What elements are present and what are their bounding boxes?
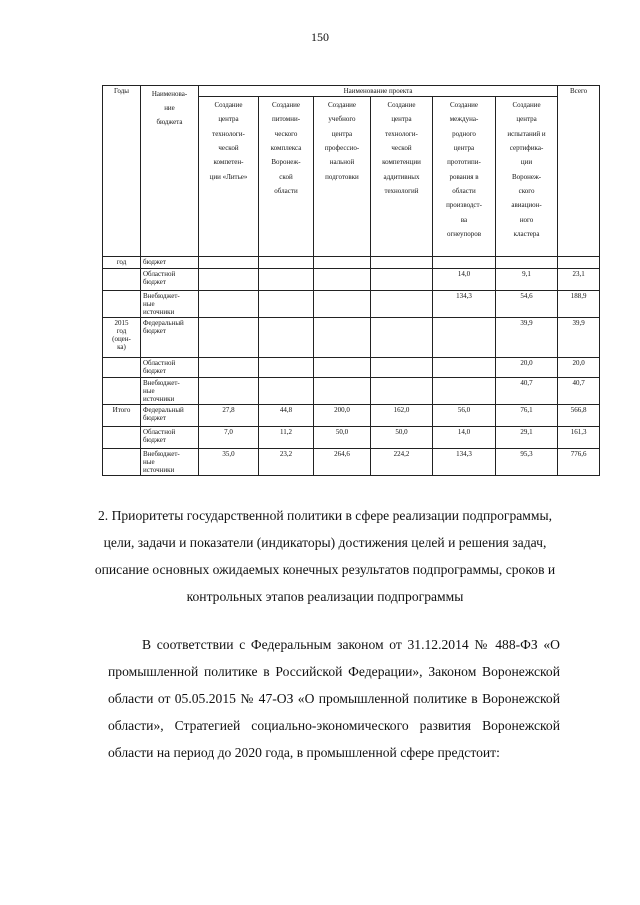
cell-total: 188,9 bbox=[558, 291, 600, 318]
cell-value bbox=[259, 257, 314, 269]
cell-value bbox=[496, 257, 558, 269]
cell-total: 20,0 bbox=[558, 358, 600, 378]
cell-value bbox=[314, 269, 371, 291]
cell-value: 162,0 bbox=[371, 405, 433, 427]
cell-value: 39,9 bbox=[496, 318, 558, 358]
cell-total: 23,1 bbox=[558, 269, 600, 291]
cell-value: 7,0 bbox=[199, 427, 259, 449]
cell-value bbox=[199, 358, 259, 378]
table-row bbox=[103, 427, 600, 449]
cell-total: 776,6 bbox=[558, 449, 600, 476]
cell-value bbox=[371, 257, 433, 269]
table-row bbox=[103, 405, 600, 427]
cell-budget: Областной бюджет bbox=[141, 269, 199, 291]
cell-year: Итого bbox=[103, 405, 141, 427]
header-project-6: Создание центра испытаний и сертифика- ции Воронеж- ского авиацион- ного кластера bbox=[496, 97, 558, 257]
cell-value bbox=[199, 269, 259, 291]
cell-year: год bbox=[103, 257, 141, 269]
cell-value bbox=[259, 269, 314, 291]
cell-value bbox=[371, 269, 433, 291]
cell-value bbox=[259, 358, 314, 378]
cell-value: 134,3 bbox=[433, 291, 496, 318]
cell-total bbox=[558, 257, 600, 269]
cell-year bbox=[103, 449, 141, 476]
cell-value: 200,0 bbox=[314, 405, 371, 427]
cell-year bbox=[103, 269, 141, 291]
cell-value: 50,0 bbox=[371, 427, 433, 449]
cell-budget: Федеральный бюджет bbox=[141, 318, 199, 358]
cell-value: 134,3 bbox=[433, 449, 496, 476]
header-project-4: Создание центра технологи- ческой компетенции аддитивных технологий bbox=[371, 97, 433, 257]
cell-budget: Внебюджет- ные источники bbox=[141, 449, 199, 476]
cell-value: 44,8 bbox=[259, 405, 314, 427]
table-row bbox=[103, 449, 600, 476]
header-project-2: Создание питомни- ческого комплекса Воронеж- ской области bbox=[259, 97, 314, 257]
budget-table bbox=[102, 85, 600, 476]
cell-total: 566,8 bbox=[558, 405, 600, 427]
cell-value bbox=[199, 378, 259, 405]
table-header-row bbox=[103, 86, 600, 97]
cell-budget: Федеральный бюджет bbox=[141, 405, 199, 427]
cell-value: 14,0 bbox=[433, 269, 496, 291]
cell-budget: Областной бюджет bbox=[141, 358, 199, 378]
cell-value: 14,0 bbox=[433, 427, 496, 449]
cell-value bbox=[314, 378, 371, 405]
cell-value: 224,2 bbox=[371, 449, 433, 476]
cell-value bbox=[371, 358, 433, 378]
header-budget: Наименова- ние бюджета bbox=[141, 86, 199, 257]
cell-year: 2015 год (оцен- ка) bbox=[103, 318, 141, 358]
cell-value: 56,0 bbox=[433, 405, 496, 427]
cell-value: 29,1 bbox=[496, 427, 558, 449]
cell-year bbox=[103, 291, 141, 318]
cell-value bbox=[433, 358, 496, 378]
cell-value bbox=[433, 318, 496, 358]
body-paragraph: В соответствии с Федеральным законом от 31.12.2014 № 488-ФЗ «О промышленной политике в Российской Федерации», Законом Воронежской области от 05.05.2015 № 47-ОЗ «О промышленной политике в Воронежской области», Стратегией социально-экономического развития Воронежской области на период до 2020 года, в промышленной сфере предстоит: bbox=[108, 637, 560, 760]
header-years: Годы bbox=[103, 86, 141, 257]
cell-value bbox=[314, 291, 371, 318]
cell-total: 39,9 bbox=[558, 318, 600, 358]
cell-value bbox=[199, 257, 259, 269]
cell-value: 9,1 bbox=[496, 269, 558, 291]
cell-value bbox=[199, 318, 259, 358]
cell-value bbox=[314, 257, 371, 269]
table-row bbox=[103, 269, 600, 291]
cell-year bbox=[103, 378, 141, 405]
cell-value bbox=[371, 378, 433, 405]
header-total: Всего bbox=[558, 86, 600, 257]
cell-value bbox=[433, 378, 496, 405]
cell-value bbox=[433, 257, 496, 269]
table-row bbox=[103, 318, 600, 358]
header-project-3: Создание учебного центра профессио- нальной подготовки bbox=[314, 97, 371, 257]
cell-value bbox=[199, 291, 259, 318]
section-heading: 2. Приоритеты государственной политики в сфере реализации подпрограммы, цели, задачи и показатели (индикаторы) достижения целей и решения задач, описание основных ожидаемых конечных результатов подпрограммы, сроков и контрольных этапов реализации подпрограммы bbox=[94, 508, 556, 604]
cell-value: 95,3 bbox=[496, 449, 558, 476]
cell-value: 40,7 bbox=[496, 378, 558, 405]
cell-value: 76,1 bbox=[496, 405, 558, 427]
cell-value: 11,2 bbox=[259, 427, 314, 449]
cell-value bbox=[371, 318, 433, 358]
table-row bbox=[103, 257, 600, 269]
cell-budget: Областной бюджет bbox=[141, 427, 199, 449]
page-number: 150 bbox=[311, 30, 329, 44]
cell-value: 20,0 bbox=[496, 358, 558, 378]
cell-budget: Внебюджет- ные источники bbox=[141, 291, 199, 318]
cell-value bbox=[259, 291, 314, 318]
cell-value: 54,6 bbox=[496, 291, 558, 318]
header-project-1: Создание центра технологи- ческой компетен- ции «Литье» bbox=[199, 97, 259, 257]
cell-value: 23,2 bbox=[259, 449, 314, 476]
header-project-5: Создание междуна- родного центра прототипи- рования в области производст- ва огнеупоров bbox=[433, 97, 496, 257]
cell-value bbox=[371, 291, 433, 318]
cell-value: 50,0 bbox=[314, 427, 371, 449]
cell-budget: бюджет bbox=[141, 257, 199, 269]
cell-value bbox=[259, 318, 314, 358]
header-project-group: Наименование проекта bbox=[199, 86, 558, 97]
cell-value: 27,8 bbox=[199, 405, 259, 427]
cell-budget: Внебюджет- ные источники bbox=[141, 378, 199, 405]
table-row bbox=[103, 291, 600, 318]
cell-total: 40,7 bbox=[558, 378, 600, 405]
cell-value: 264,6 bbox=[314, 449, 371, 476]
cell-year bbox=[103, 427, 141, 449]
table-row bbox=[103, 378, 600, 405]
cell-value: 35,0 bbox=[199, 449, 259, 476]
table-row bbox=[103, 358, 600, 378]
cell-year bbox=[103, 358, 141, 378]
cell-value bbox=[314, 318, 371, 358]
cell-total: 161,3 bbox=[558, 427, 600, 449]
cell-value bbox=[259, 378, 314, 405]
cell-value bbox=[314, 358, 371, 378]
